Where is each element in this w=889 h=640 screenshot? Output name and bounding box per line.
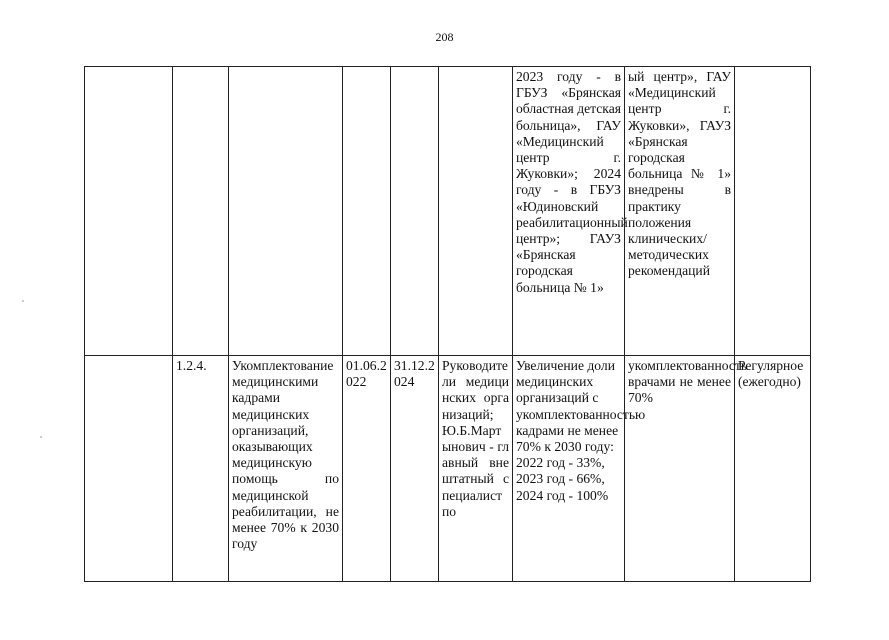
cell-responsible: Руководители медицинских организаций; Ю.Б.Мартынович - главный внештатный специалист по bbox=[439, 356, 513, 582]
cell-indicator: 2023 году - в ГБУЗ «Брянская областная детская больница», ГАУ «Медицинский центр г. Жуковки»; 2024 году - в ГБУЗ «Юдиновский реабилитационный центр»; ГАУЗ «Брянская городская больница № 1» bbox=[513, 67, 625, 356]
cell-frequency: Регулярное (ежегодно) bbox=[735, 356, 811, 582]
indicator-line: 2022 год - 33%, bbox=[516, 455, 605, 471]
cell-end-date: 31.12.2024 bbox=[391, 356, 439, 582]
cell-number bbox=[173, 67, 229, 356]
cell-empty bbox=[85, 356, 173, 582]
cell-responsible bbox=[439, 67, 513, 356]
indicator-line: 2024 год - 100% bbox=[516, 487, 609, 503]
indicator-text: Увеличение доли медицинских организаций с укомплектованностью кадрами не менее 70% к 2030 году: bbox=[516, 358, 646, 455]
cell-measure bbox=[229, 67, 343, 356]
plan-table bbox=[84, 66, 811, 582]
cell-result: укомплектованность врачами не менее 70% bbox=[625, 356, 735, 582]
indicator-line: 2023 год - 66%, bbox=[516, 471, 605, 487]
cell-start-date: 01.06.2022 bbox=[343, 356, 391, 582]
cell-end-date bbox=[391, 67, 439, 356]
cell-number: 1.2.4. bbox=[173, 356, 229, 582]
table-row bbox=[85, 67, 811, 356]
cell-empty bbox=[85, 67, 173, 356]
cell-frequency bbox=[735, 67, 811, 356]
scan-speck bbox=[22, 300, 24, 302]
cell-start-date bbox=[343, 67, 391, 356]
table-row bbox=[85, 356, 811, 582]
cell-indicator bbox=[513, 356, 646, 582]
cell-measure: Укомплектование медицинскими кадрами медицинских организаций, оказывающих медицинскую помощь по медицинской реабилитации, не менее 70% к 2030 году bbox=[229, 356, 343, 582]
page-number: 208 bbox=[435, 30, 454, 44]
cell-result: ый центр», ГАУ «Медицинский центр г. Жуковки», ГАУЗ «Брянская городская больница № 1» внедрены в практику положения клинических/методических рекомендаций bbox=[625, 67, 735, 356]
scan-speck bbox=[40, 436, 42, 438]
